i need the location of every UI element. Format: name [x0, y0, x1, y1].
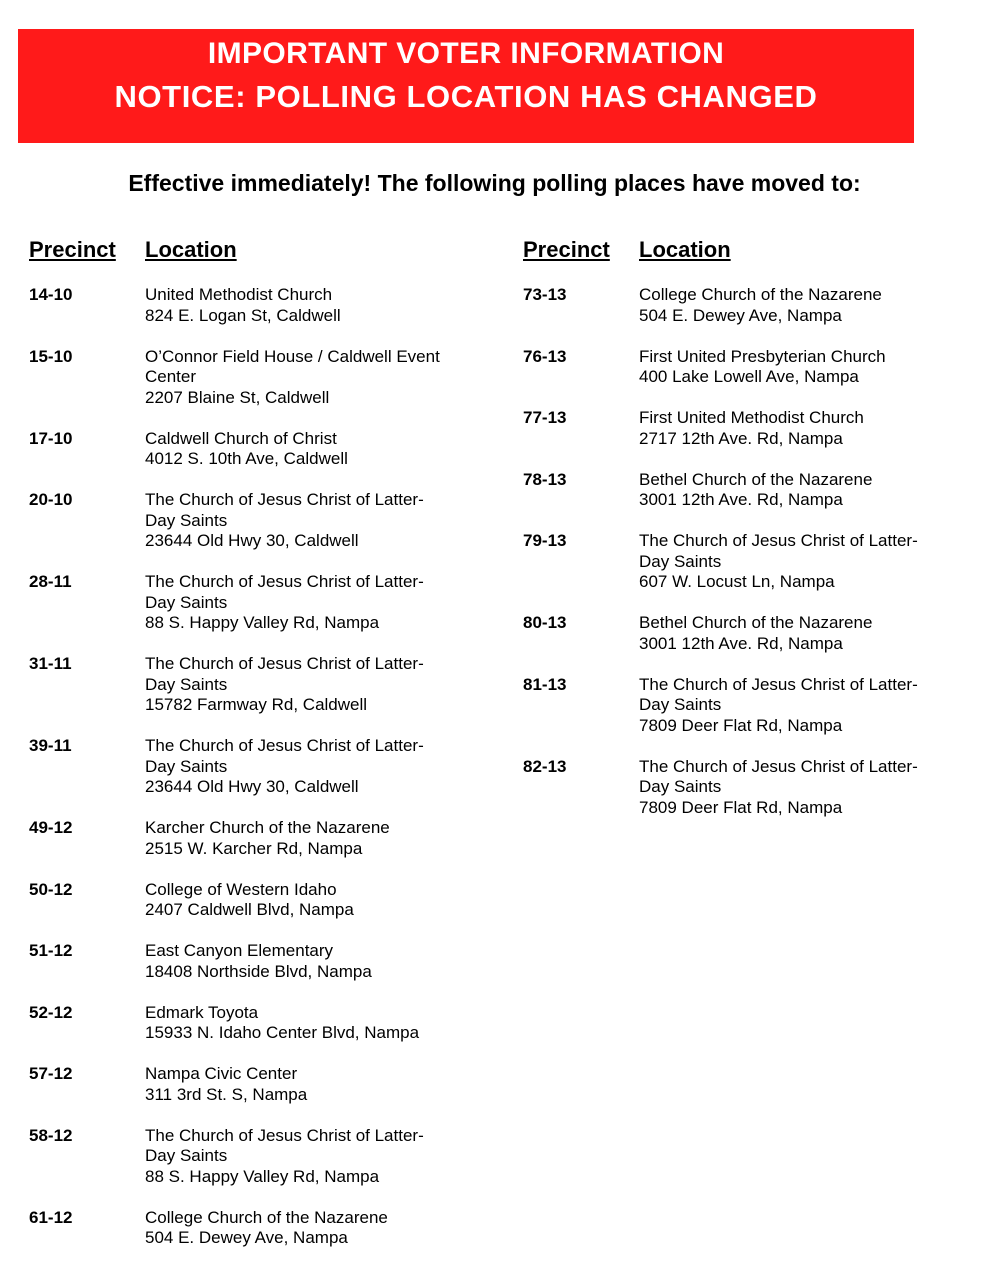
precinct-entry: [523, 408, 969, 449]
location-text: [145, 285, 475, 326]
location-line: East Canyon Elementary: [145, 941, 334, 960]
right-entries: [523, 285, 969, 818]
location-line: Day Saints: [145, 756, 228, 776]
precinct-entry: [29, 429, 475, 470]
location-text: [145, 941, 475, 982]
location-line: Day Saints: [145, 592, 228, 612]
precinct-number: 20-10: [29, 490, 73, 509]
precinct-number: 49-12: [29, 818, 73, 837]
precinct-number: 81-13: [523, 674, 567, 694]
location-line: 18408 Northside Blvd, Nampa: [145, 961, 372, 981]
precinct-number: 15-10: [29, 346, 73, 366]
precinct-number: 57-12: [29, 1064, 73, 1083]
location-line: 400 Lake Lowell Ave, Nampa: [639, 367, 859, 386]
banner-title: IMPORTANT VOTER INFORMATION: [207, 37, 725, 70]
location-line: Karcher Church of the Nazarene: [145, 818, 390, 837]
banner-notice: NOTICE: POLLING LOCATION HAS CHANGED: [114, 79, 818, 114]
precinct-entry: [523, 470, 969, 511]
location-line: The Church of Jesus Christ of Latter-: [639, 756, 918, 776]
precinct-number: 58-12: [29, 1125, 73, 1145]
location-text: [145, 1126, 475, 1188]
left-column: [29, 237, 475, 1269]
location-text: [145, 736, 475, 798]
precinct-number: 77-13: [523, 408, 567, 427]
precinct-number: 80-13: [523, 613, 567, 632]
location-line: Day Saints: [145, 1146, 228, 1165]
location-line: The Church of Jesus Christ of Latter-: [639, 531, 918, 550]
precinct-entry: [29, 1208, 475, 1249]
location-line: 2407 Caldwell Blvd, Nampa: [145, 900, 354, 919]
left-entries: [29, 285, 475, 1249]
location-text: [145, 1208, 475, 1249]
precinct-number: 61-12: [29, 1207, 73, 1227]
precinct-entry: [29, 490, 475, 552]
location-text: [145, 429, 475, 470]
location-text: [145, 347, 475, 409]
precinct-entry: [523, 347, 969, 388]
precinct-number: 73-13: [523, 285, 567, 304]
precinct-entry: [29, 285, 475, 326]
right-column: [523, 237, 969, 839]
location-line: First United Presbyterian Church: [639, 346, 886, 366]
precinct-entry: [29, 736, 475, 798]
location-line: The Church of Jesus Christ of Latter-: [145, 654, 424, 673]
location-line: Day Saints: [145, 510, 228, 530]
location-line: 3001 12th Ave. Rd, Nampa: [639, 633, 843, 653]
location-line: 15782 Farmway Rd, Caldwell: [145, 695, 368, 714]
precinct-entry: [29, 572, 475, 634]
location-text: [639, 675, 969, 737]
location-line: Center: [145, 367, 197, 386]
precinct-entry: [29, 654, 475, 716]
location-text: [639, 613, 969, 654]
location-header: Location: [145, 237, 237, 262]
location-line: College of Western Idaho: [145, 879, 337, 899]
location-line: 7809 Deer Flat Rd, Nampa: [639, 797, 843, 817]
location-line: 88 S. Happy Valley Rd, Nampa: [145, 1166, 380, 1186]
location-line: Nampa Civic Center: [145, 1064, 298, 1083]
precinct-entry: [523, 675, 969, 737]
location-line: 7809 Deer Flat Rd, Nampa: [639, 715, 843, 735]
precinct-number: 79-13: [523, 531, 567, 550]
precinct-entry: [29, 941, 475, 982]
location-text: [639, 285, 969, 326]
location-text: [145, 1003, 475, 1044]
precinct-number: 51-12: [29, 941, 73, 960]
precinct-number: 28-11: [29, 572, 72, 591]
page-subtitle: Effective immediately! The following polling places have moved to:: [128, 170, 861, 196]
precinct-entry: [29, 1126, 475, 1188]
precinct-number: 31-11: [29, 654, 72, 673]
location-line: The Church of Jesus Christ of Latter-: [145, 572, 424, 591]
location-line: 607 W. Locust Ln, Nampa: [639, 572, 835, 591]
location-line: 311 3rd St. S, Nampa: [145, 1084, 308, 1104]
location-text: [145, 490, 475, 552]
precinct-entry: [523, 613, 969, 654]
location-line: Day Saints: [639, 695, 722, 714]
location-line: Day Saints: [639, 777, 722, 796]
location-line: 2515 W. Karcher Rd, Nampa: [145, 838, 363, 858]
location-line: 504 E. Dewey Ave, Nampa: [145, 1228, 348, 1247]
precinct-number: 50-12: [29, 879, 73, 899]
location-line: College Church of the Nazarene: [145, 1207, 388, 1227]
location-text: [145, 572, 475, 634]
location-line: The Church of Jesus Christ of Latter-: [639, 674, 918, 694]
location-text: [145, 880, 475, 921]
location-line: 4012 S. 10th Ave, Caldwell: [145, 449, 348, 468]
precinct-entry: [523, 285, 969, 326]
location-text: [639, 470, 969, 511]
precinct-number: 76-13: [523, 346, 567, 366]
precinct-entry: [29, 347, 475, 409]
column-header: [29, 237, 475, 267]
location-text: [639, 531, 969, 593]
location-line: O’Connor Field House / Caldwell Event: [145, 346, 440, 366]
precinct-number: 78-13: [523, 469, 567, 489]
location-text: [639, 347, 969, 388]
precinct-number: 52-12: [29, 1002, 73, 1022]
location-line: 2207 Blaine St, Caldwell: [145, 387, 330, 407]
precinct-number: 17-10: [29, 428, 73, 448]
location-line: 15933 N. Idaho Center Blvd, Nampa: [145, 1023, 420, 1042]
column-header: [523, 237, 969, 267]
precinct-entry: [29, 818, 475, 859]
precinct-header: Precinct: [29, 237, 116, 262]
location-line: Bethel Church of the Nazarene: [639, 469, 873, 489]
location-text: [145, 654, 475, 716]
location-text: [145, 818, 475, 859]
precinct-entry: [29, 1003, 475, 1044]
location-line: Day Saints: [639, 551, 722, 571]
precinct-number: 39-11: [29, 736, 72, 755]
precinct-entry: [523, 757, 969, 819]
notice-banner: [18, 29, 914, 143]
location-line: United Methodist Church: [145, 285, 333, 304]
location-line: Edmark Toyota: [145, 1002, 259, 1022]
precinct-header: Precinct: [523, 237, 610, 262]
location-line: 3001 12th Ave. Rd, Nampa: [639, 490, 843, 509]
location-text: [639, 408, 969, 449]
location-line: The Church of Jesus Christ of Latter-: [145, 736, 424, 755]
location-text: [145, 1064, 475, 1105]
location-header: Location: [639, 237, 731, 262]
precinct-entry: [523, 531, 969, 593]
location-line: 23644 Old Hwy 30, Caldwell: [145, 531, 359, 550]
precinct-number: 82-13: [523, 756, 567, 776]
location-line: Day Saints: [145, 674, 228, 694]
location-text: [639, 757, 969, 819]
location-line: 2717 12th Ave. Rd, Nampa: [639, 428, 843, 448]
location-line: 824 E. Logan St, Caldwell: [145, 305, 341, 325]
location-line: 88 S. Happy Valley Rd, Nampa: [145, 613, 380, 632]
precinct-entry: [29, 1064, 475, 1105]
precinct-entry: [29, 880, 475, 921]
location-line: 504 E. Dewey Ave, Nampa: [639, 305, 842, 325]
location-line: Bethel Church of the Nazarene: [639, 613, 873, 632]
precinct-number: 14-10: [29, 285, 73, 304]
location-line: The Church of Jesus Christ of Latter-: [145, 490, 424, 509]
location-line: College Church of the Nazarene: [639, 285, 882, 304]
location-line: The Church of Jesus Christ of Latter-: [145, 1125, 424, 1145]
location-line: First United Methodist Church: [639, 408, 864, 427]
location-line: 23644 Old Hwy 30, Caldwell: [145, 777, 359, 796]
location-line: Caldwell Church of Christ: [145, 428, 337, 448]
